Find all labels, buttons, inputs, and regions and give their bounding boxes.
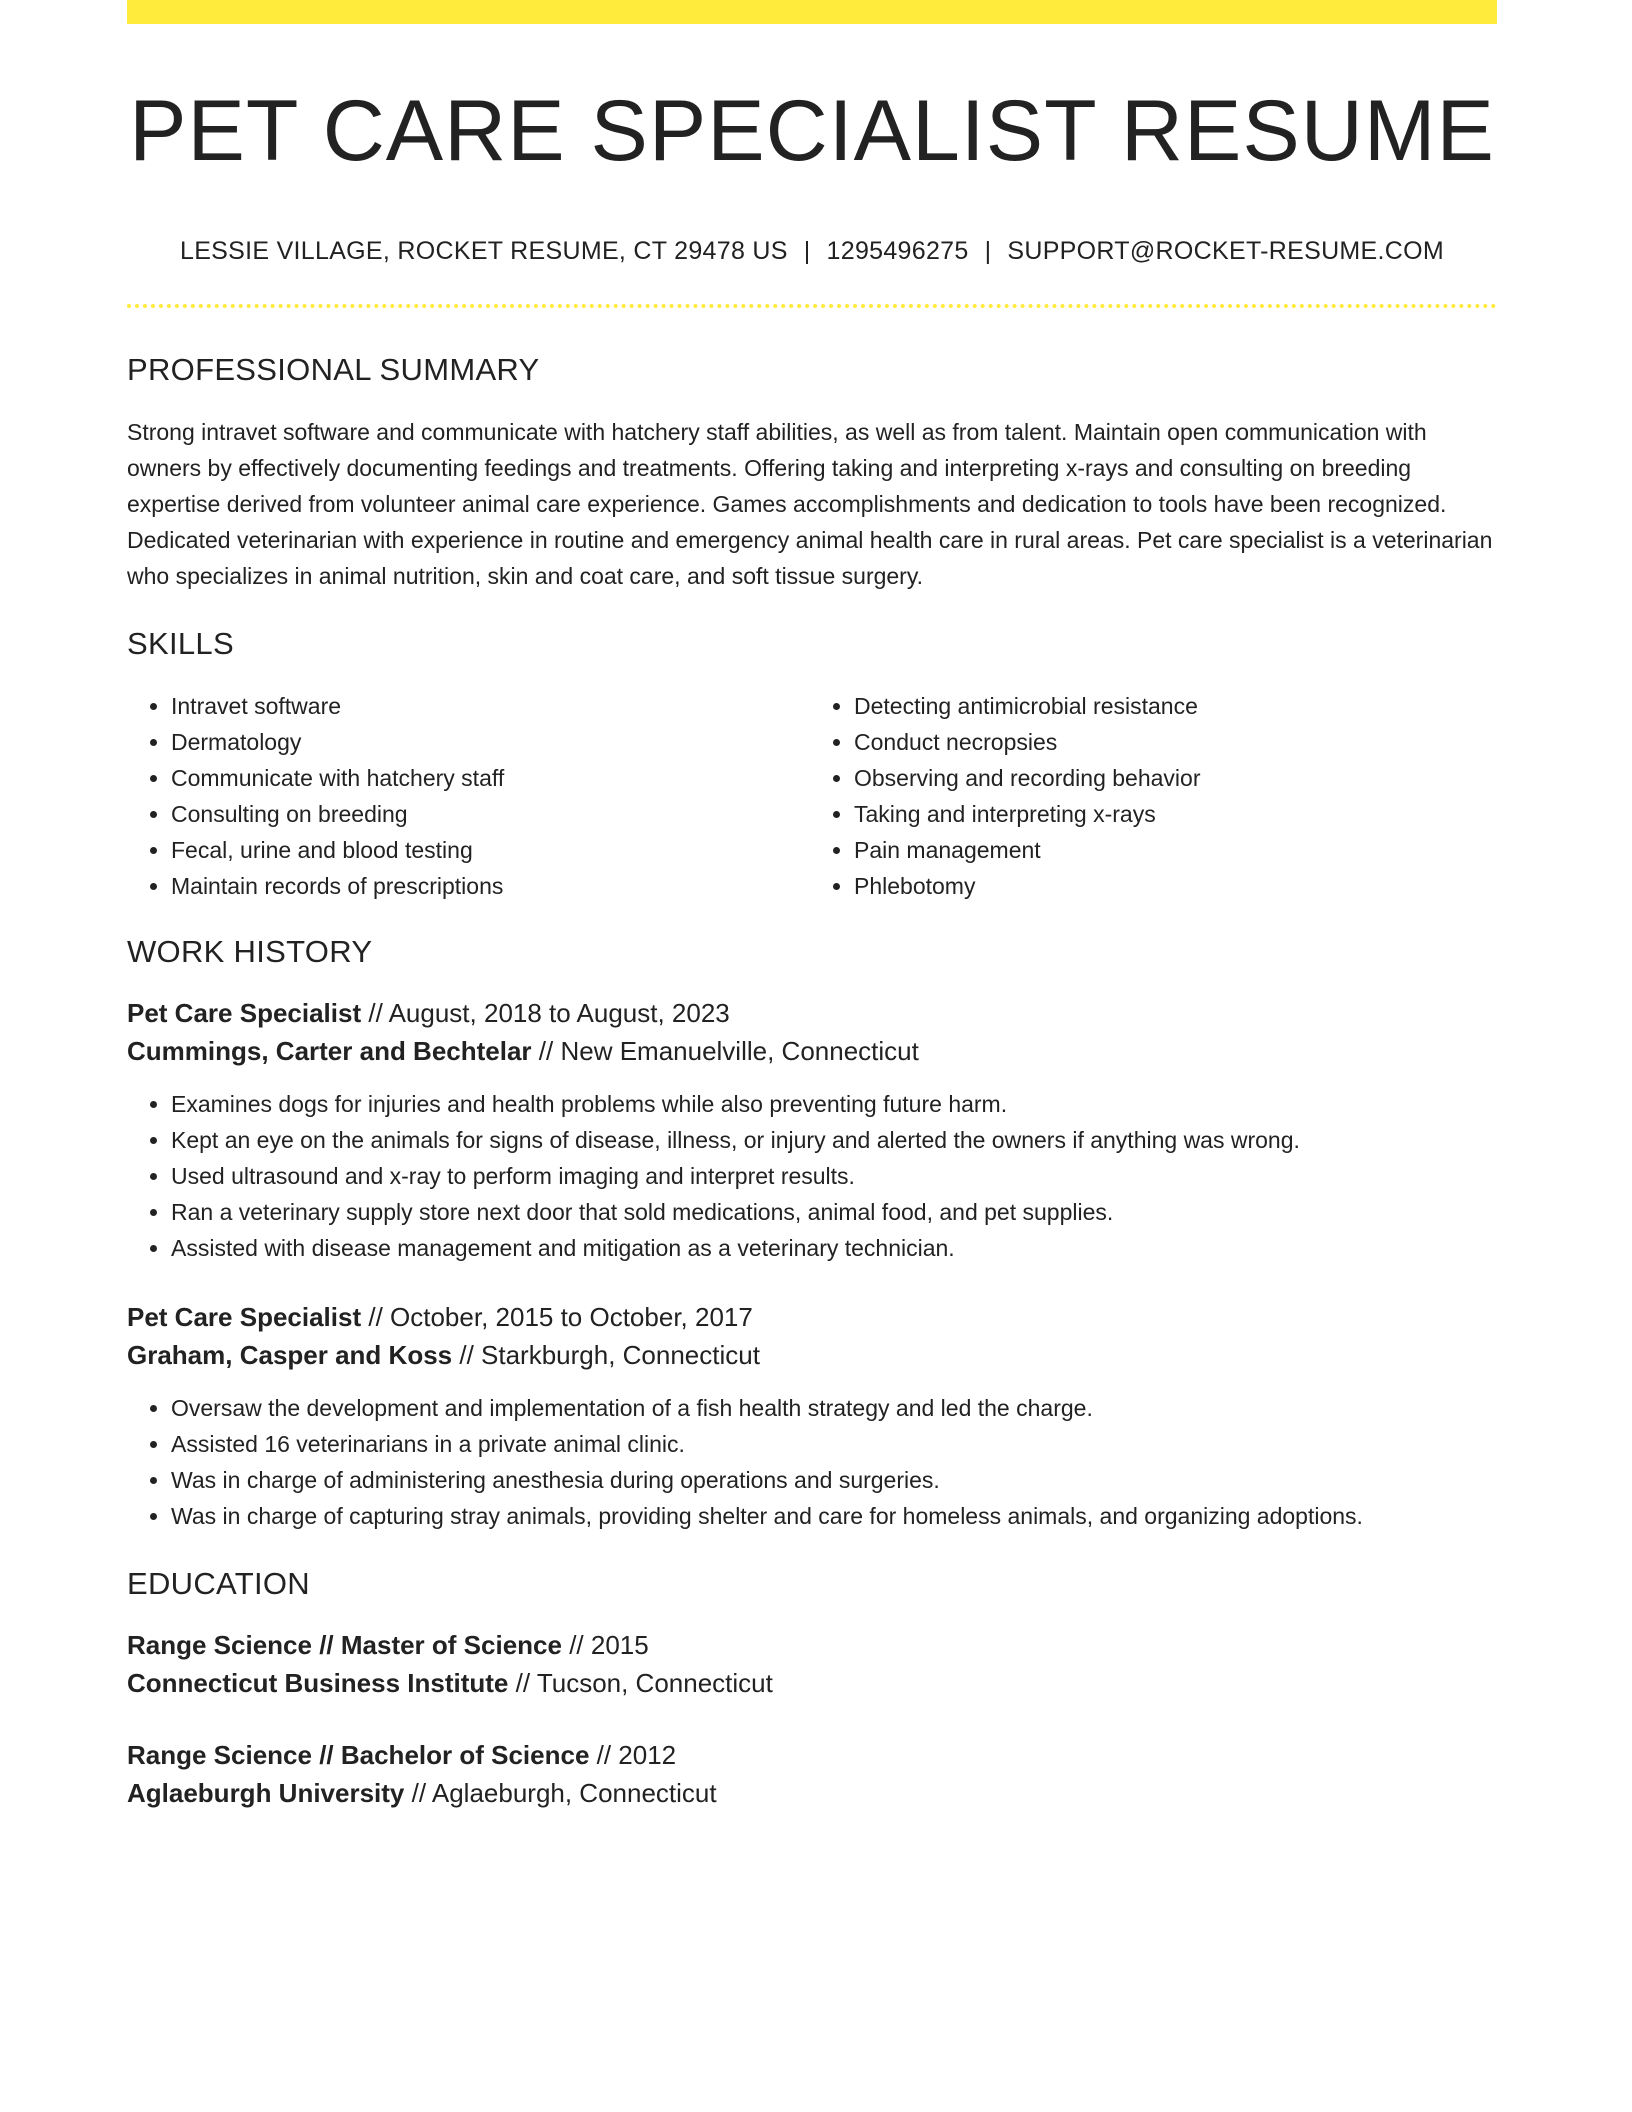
job-entry — [127, 1298, 1497, 1374]
contact-email: SUPPORT@ROCKET-RESUME.COM — [1007, 236, 1445, 265]
job-location: // New Emanuelville, Connecticut — [531, 1035, 919, 1066]
job-bullets — [127, 1390, 1497, 1534]
job-company: Cummings, Carter and Bechtelar — [127, 1035, 532, 1066]
job-title: Pet Care Specialist — [127, 1301, 362, 1332]
accent-top-bar — [127, 0, 1497, 24]
job-location: // Starkburgh, Connecticut — [452, 1339, 760, 1370]
job-company-line — [127, 1032, 1497, 1070]
skill-item: • Detecting antimicrobial resistance — [854, 688, 1484, 724]
job-title-line — [127, 994, 1497, 1032]
contact-separator: | — [984, 236, 992, 265]
job-bullets — [127, 1086, 1497, 1266]
skill-item: • Dermatology — [171, 724, 801, 760]
job-entry — [127, 994, 1497, 1070]
education-school: Aglaeburgh University — [127, 1777, 405, 1808]
education-year: // 2012 — [589, 1739, 677, 1770]
education-entry — [127, 1626, 1497, 1702]
education-degree: Range Science // Bachelor of Science — [127, 1739, 590, 1770]
skill-item: • Consulting on breeding — [171, 796, 801, 832]
education-year: // 2015 — [561, 1629, 649, 1660]
summary-text: Strong intravet software and communicate with hatchery staff abilities, as well as from talent. Maintain open communication with owners by effectively documenting feedings and treatments. Offering taking and interpreting x-rays and consulting on breeding expertise derived from volunteer animal care experience. Games accomplishments and dedication to tools have been recognized. Dedicated veterinarian with experience in routine and emergency animal health care in rural areas. Pet care specialist is a veterinarian who specializes in animal nutrition, skin and coat care, and soft tissue surgery. — [127, 418, 1493, 589]
job-bullet: • Assisted 16 veterinarians in a private animal clinic. — [171, 1426, 1497, 1462]
education-location: // Aglaeburgh, Connecticut — [404, 1777, 717, 1808]
skills-list-right — [801, 688, 1484, 904]
dotted-divider — [127, 304, 1497, 308]
education-degree-line — [127, 1626, 1497, 1664]
job-title-line — [127, 1298, 1497, 1336]
job-bullet: • Examines dogs for injuries and health problems while also preventing future harm. — [171, 1086, 1497, 1122]
education-location: // Tucson, Connecticut — [508, 1667, 773, 1698]
skill-item: • Phlebotomy — [854, 868, 1484, 904]
job-company: Graham, Casper and Koss — [127, 1339, 453, 1370]
summary-heading: PROFESSIONAL SUMMARY — [127, 351, 540, 387]
education-degree-line — [127, 1736, 1497, 1774]
job-bullet: • Used ultrasound and x-ray to perform imaging and interpret results. — [171, 1158, 1497, 1194]
skill-item: • Observing and recording behavior — [854, 760, 1484, 796]
job-bullet: • Was in charge of administering anesthesia during operations and surgeries. — [171, 1462, 1497, 1498]
skill-item: • Conduct necropsies — [854, 724, 1484, 760]
resume-page — [127, 0, 1497, 1812]
contact-line — [127, 237, 1497, 266]
education-entry — [127, 1736, 1497, 1812]
job-bullet: • Assisted with disease management and mitigation as a veterinary technician. — [171, 1230, 1497, 1266]
job-company-line — [127, 1336, 1497, 1374]
job-bullet: • Was in charge of capturing stray animals, providing shelter and care for homeless animals, and organizing adoptions. — [171, 1498, 1497, 1534]
skill-item: • Communicate with hatchery staff — [171, 760, 801, 796]
skill-item: • Fecal, urine and blood testing — [171, 832, 801, 868]
skills-heading: SKILLS — [127, 625, 234, 661]
skills-list-left — [127, 688, 801, 904]
job-bullet: • Oversaw the development and implementation of a fish health strategy and led the charge. — [171, 1390, 1497, 1426]
resume-title: PET CARE SPECIALIST RESUME — [129, 83, 1495, 179]
skill-item: • Pain management — [854, 832, 1484, 868]
skill-item: • Taking and interpreting x-rays — [854, 796, 1484, 832]
contact-address: LESSIE VILLAGE, ROCKET RESUME, CT 29478 US — [179, 236, 788, 265]
skill-item: • Maintain records of prescriptions — [171, 868, 801, 904]
education-school-line — [127, 1664, 1497, 1702]
job-bullet: • Kept an eye on the animals for signs of disease, illness, or injury and alerted the owners if anything was wrong. — [171, 1122, 1497, 1158]
education-degree: Range Science // Master of Science — [127, 1629, 562, 1660]
education-heading: EDUCATION — [127, 1565, 310, 1601]
work-history-heading: WORK HISTORY — [127, 933, 373, 969]
skill-item: • Intravet software — [171, 688, 801, 724]
education-school: Connecticut Business Institute — [127, 1667, 509, 1698]
contact-separator: | — [803, 236, 811, 265]
job-dates: // October, 2015 to October, 2017 — [361, 1301, 753, 1332]
education-school-line — [127, 1774, 1497, 1812]
skills-grid — [127, 688, 1497, 904]
job-title: Pet Care Specialist — [127, 997, 362, 1028]
contact-phone: 1295496275 — [826, 236, 969, 265]
job-dates: // August, 2018 to August, 2023 — [361, 997, 730, 1028]
job-bullet: • Ran a veterinary supply store next door that sold medications, animal food, and pet supplies. — [171, 1194, 1497, 1230]
